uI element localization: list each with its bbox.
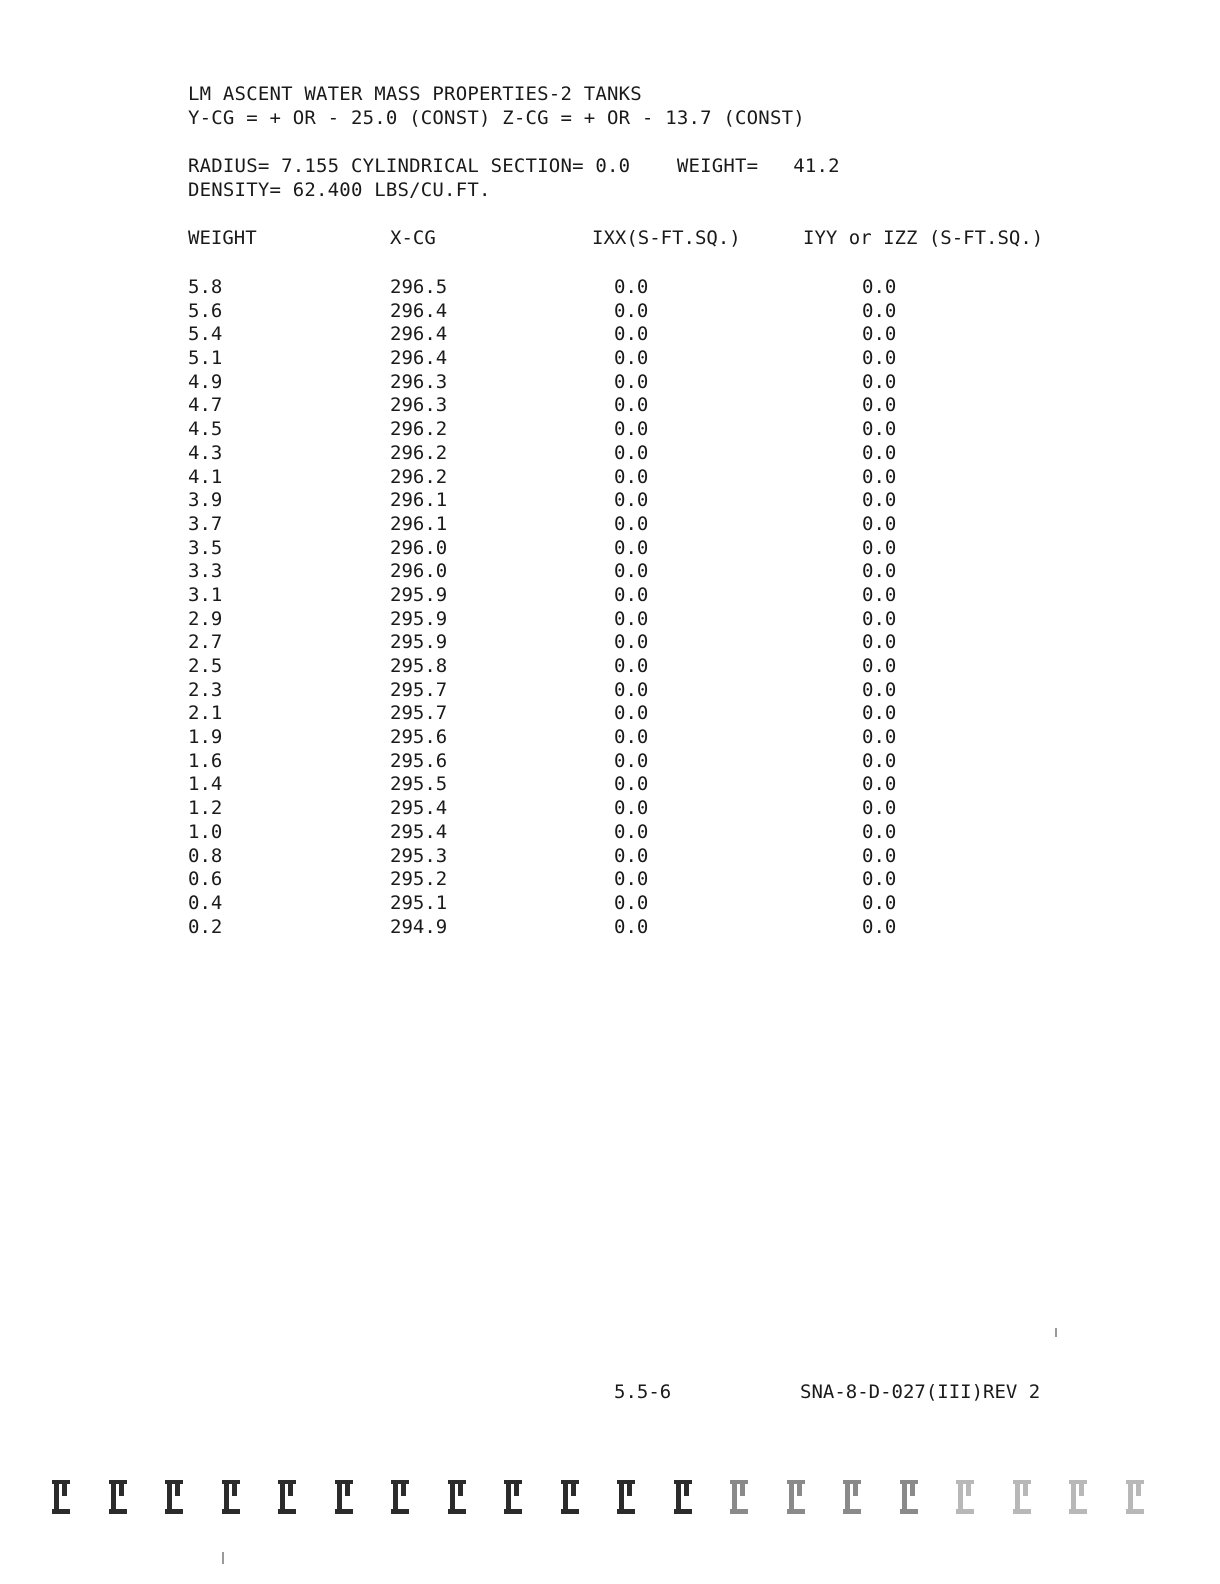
x-cg-cell: 294.9 xyxy=(390,915,448,938)
column-header-iyy-izz: IYY or IZZ (S-FT.SQ.) xyxy=(803,227,1044,249)
x-cg-cell: 296.4 xyxy=(390,299,448,322)
table-row xyxy=(0,537,1220,561)
iyy-izz-cell: 0.0 xyxy=(862,583,897,606)
page-number: 5.5-6 xyxy=(614,1381,672,1403)
weight-cell: 3.3 xyxy=(188,560,223,583)
ixx-cell: 0.0 xyxy=(614,607,649,630)
document-title: LM ASCENT WATER MASS PROPERTIES-2 TANKS xyxy=(188,83,642,105)
ixx-cell: 0.0 xyxy=(614,631,649,654)
weight-cell: 0.8 xyxy=(188,844,223,867)
table-row xyxy=(0,394,1220,418)
iyy-izz-cell: 0.0 xyxy=(862,726,897,749)
x-cg-cell: 295.3 xyxy=(390,844,448,867)
weight-cell: 4.1 xyxy=(188,465,223,488)
table-row xyxy=(0,418,1220,442)
weight-cell: 5.8 xyxy=(188,276,223,298)
index-tab-mark xyxy=(787,1480,805,1514)
ixx-cell: 0.0 xyxy=(614,536,649,559)
page-edge-index-tabs xyxy=(52,1480,1142,1520)
weight-cell: 2.1 xyxy=(188,702,223,725)
iyy-izz-cell: 0.0 xyxy=(862,868,897,891)
ixx-cell: 0.0 xyxy=(614,749,649,772)
table-row xyxy=(0,821,1220,845)
x-cg-cell: 296.2 xyxy=(390,441,448,464)
iyy-izz-cell: 0.0 xyxy=(862,465,897,488)
x-cg-cell: 295.2 xyxy=(390,868,448,891)
index-tab-mark xyxy=(278,1480,296,1514)
iyy-izz-cell: 0.0 xyxy=(862,394,897,417)
ixx-cell: 0.0 xyxy=(614,299,649,322)
iyy-izz-cell: 0.0 xyxy=(862,631,897,654)
ixx-cell: 0.0 xyxy=(614,891,649,914)
iyy-izz-cell: 0.0 xyxy=(862,276,897,298)
index-tab-mark xyxy=(730,1480,748,1514)
x-cg-cell: 296.2 xyxy=(390,465,448,488)
table-row xyxy=(0,750,1220,774)
x-cg-cell: 296.0 xyxy=(390,536,448,559)
iyy-izz-cell: 0.0 xyxy=(862,749,897,772)
ixx-cell: 0.0 xyxy=(614,465,649,488)
table-row xyxy=(0,276,1220,300)
iyy-izz-cell: 0.0 xyxy=(862,797,897,820)
ixx-cell: 0.0 xyxy=(614,347,649,370)
x-cg-cell: 295.9 xyxy=(390,631,448,654)
index-tab-mark xyxy=(617,1480,635,1514)
weight-cell: 0.6 xyxy=(188,868,223,891)
weight-cell: 3.1 xyxy=(188,583,223,606)
iyy-izz-cell: 0.0 xyxy=(862,299,897,322)
index-tab-mark xyxy=(561,1480,579,1514)
column-header-x-cg: X-CG xyxy=(390,227,436,249)
iyy-izz-cell: 0.0 xyxy=(862,844,897,867)
weight-cell: 0.4 xyxy=(188,891,223,914)
x-cg-cell: 295.4 xyxy=(390,820,448,843)
table-row xyxy=(0,797,1220,821)
x-cg-cell: 296.3 xyxy=(390,370,448,393)
table-row xyxy=(0,300,1220,324)
weight-cell: 2.3 xyxy=(188,678,223,701)
document-id: SNA-8-D-027(III)REV 2 xyxy=(800,1381,1041,1403)
column-header-ixx: IXX(S-FT.SQ.) xyxy=(592,227,741,249)
weight-cell: 3.7 xyxy=(188,512,223,535)
density-line: DENSITY= 62.400 LBS/CU.FT. xyxy=(188,179,491,201)
weight-cell: 3.5 xyxy=(188,536,223,559)
weight-cell: 5.4 xyxy=(188,323,223,346)
table-row xyxy=(0,560,1220,584)
table-row xyxy=(0,584,1220,608)
table-row xyxy=(0,916,1220,940)
table-row xyxy=(0,892,1220,916)
iyy-izz-cell: 0.0 xyxy=(862,915,897,938)
weight-cell: 5.1 xyxy=(188,347,223,370)
ixx-cell: 0.0 xyxy=(614,655,649,677)
ixx-cell: 0.0 xyxy=(614,915,649,938)
table-row xyxy=(0,489,1220,513)
table-row xyxy=(0,868,1220,892)
mass-properties-table xyxy=(0,276,1220,939)
index-tab-mark xyxy=(674,1480,692,1514)
iyy-izz-cell: 0.0 xyxy=(862,607,897,630)
weight-cell: 2.7 xyxy=(188,631,223,654)
x-cg-cell: 296.4 xyxy=(390,347,448,370)
ixx-cell: 0.0 xyxy=(614,370,649,393)
table-row xyxy=(0,845,1220,869)
index-tab-mark xyxy=(448,1480,466,1514)
x-cg-cell: 295.8 xyxy=(390,655,448,677)
index-tab-mark xyxy=(109,1480,127,1514)
ixx-cell: 0.0 xyxy=(614,583,649,606)
weight-cell: 4.3 xyxy=(188,441,223,464)
index-tab-mark xyxy=(1069,1480,1087,1514)
index-tab-mark xyxy=(391,1480,409,1514)
ixx-cell: 0.0 xyxy=(614,678,649,701)
x-cg-cell: 295.4 xyxy=(390,797,448,820)
tank-geometry-line: RADIUS= 7.155 CYLINDRICAL SECTION= 0.0 WEIGHT= 41.2 xyxy=(188,155,840,177)
table-row xyxy=(0,442,1220,466)
weight-cell: 2.9 xyxy=(188,607,223,630)
x-cg-cell: 296.1 xyxy=(390,512,448,535)
weight-cell: 1.9 xyxy=(188,726,223,749)
index-tab-mark xyxy=(843,1480,861,1514)
iyy-izz-cell: 0.0 xyxy=(862,536,897,559)
weight-cell: 1.2 xyxy=(188,797,223,820)
x-cg-cell: 295.9 xyxy=(390,607,448,630)
weight-cell: 5.6 xyxy=(188,299,223,322)
index-tab-mark xyxy=(222,1480,240,1514)
index-tab-mark xyxy=(335,1480,353,1514)
weight-cell: 1.0 xyxy=(188,820,223,843)
table-row xyxy=(0,466,1220,490)
ixx-cell: 0.0 xyxy=(614,489,649,512)
iyy-izz-cell: 0.0 xyxy=(862,418,897,441)
table-row xyxy=(0,679,1220,703)
index-tab-mark xyxy=(504,1480,522,1514)
index-tab-mark xyxy=(1013,1480,1031,1514)
ixx-cell: 0.0 xyxy=(614,441,649,464)
index-tab-mark xyxy=(956,1480,974,1514)
weight-cell: 4.5 xyxy=(188,418,223,441)
x-cg-cell: 295.6 xyxy=(390,726,448,749)
iyy-izz-cell: 0.0 xyxy=(862,891,897,914)
x-cg-cell: 295.6 xyxy=(390,749,448,772)
weight-cell: 1.4 xyxy=(188,773,223,796)
cg-constants: Y-CG = + OR - 25.0 (CONST) Z-CG = + OR - 13.7 (CONST) xyxy=(188,107,805,129)
column-header-weight: WEIGHT xyxy=(188,227,257,249)
x-cg-cell: 296.1 xyxy=(390,489,448,512)
ixx-cell: 0.0 xyxy=(614,820,649,843)
table-row xyxy=(0,773,1220,797)
iyy-izz-cell: 0.0 xyxy=(862,512,897,535)
x-cg-cell: 296.4 xyxy=(390,323,448,346)
ixx-cell: 0.0 xyxy=(614,797,649,820)
table-row xyxy=(0,347,1220,371)
scan-speck xyxy=(1055,1328,1057,1337)
table-row xyxy=(0,655,1220,679)
ixx-cell: 0.0 xyxy=(614,276,649,298)
iyy-izz-cell: 0.0 xyxy=(862,820,897,843)
table-row xyxy=(0,513,1220,537)
iyy-izz-cell: 0.0 xyxy=(862,441,897,464)
index-tab-mark xyxy=(1126,1480,1144,1514)
weight-cell: 4.7 xyxy=(188,394,223,417)
table-row xyxy=(0,371,1220,395)
index-tab-mark xyxy=(165,1480,183,1514)
weight-cell: 1.6 xyxy=(188,749,223,772)
weight-cell: 0.2 xyxy=(188,915,223,938)
table-row xyxy=(0,726,1220,750)
x-cg-cell: 296.2 xyxy=(390,418,448,441)
iyy-izz-cell: 0.0 xyxy=(862,323,897,346)
x-cg-cell: 295.7 xyxy=(390,702,448,725)
iyy-izz-cell: 0.0 xyxy=(862,489,897,512)
iyy-izz-cell: 0.0 xyxy=(862,347,897,370)
x-cg-cell: 295.5 xyxy=(390,773,448,796)
x-cg-cell: 295.9 xyxy=(390,583,448,606)
ixx-cell: 0.0 xyxy=(614,394,649,417)
weight-cell: 2.5 xyxy=(188,655,223,677)
ixx-cell: 0.0 xyxy=(614,726,649,749)
index-tab-mark xyxy=(52,1480,70,1514)
x-cg-cell: 295.7 xyxy=(390,678,448,701)
x-cg-cell: 295.1 xyxy=(390,891,448,914)
ixx-cell: 0.0 xyxy=(614,512,649,535)
iyy-izz-cell: 0.0 xyxy=(862,655,897,677)
x-cg-cell: 296.3 xyxy=(390,394,448,417)
iyy-izz-cell: 0.0 xyxy=(862,678,897,701)
weight-cell: 3.9 xyxy=(188,489,223,512)
index-tab-mark xyxy=(900,1480,918,1514)
ixx-cell: 0.0 xyxy=(614,702,649,725)
table-row xyxy=(0,608,1220,632)
iyy-izz-cell: 0.0 xyxy=(862,370,897,393)
table-row xyxy=(0,631,1220,655)
iyy-izz-cell: 0.0 xyxy=(862,560,897,583)
ixx-cell: 0.0 xyxy=(614,418,649,441)
weight-cell: 4.9 xyxy=(188,370,223,393)
ixx-cell: 0.0 xyxy=(614,868,649,891)
x-cg-cell: 296.5 xyxy=(390,276,448,298)
iyy-izz-cell: 0.0 xyxy=(862,773,897,796)
iyy-izz-cell: 0.0 xyxy=(862,702,897,725)
ixx-cell: 0.0 xyxy=(614,773,649,796)
ixx-cell: 0.0 xyxy=(614,560,649,583)
ixx-cell: 0.0 xyxy=(614,844,649,867)
ixx-cell: 0.0 xyxy=(614,323,649,346)
table-row xyxy=(0,323,1220,347)
scan-speck xyxy=(222,1552,224,1564)
table-row xyxy=(0,702,1220,726)
x-cg-cell: 296.0 xyxy=(390,560,448,583)
